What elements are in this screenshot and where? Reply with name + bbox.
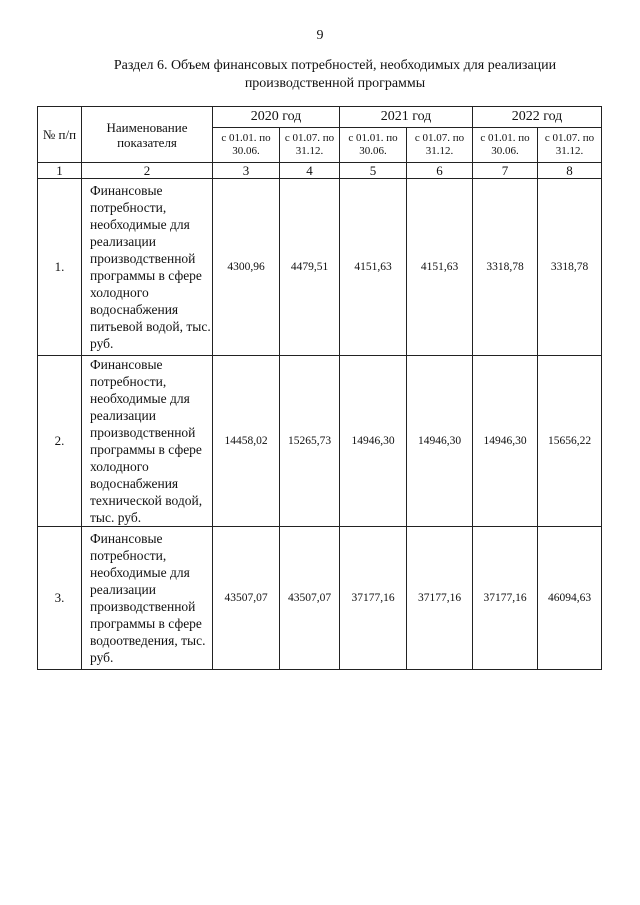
cell-value: 14946,30 xyxy=(340,356,407,527)
table-row xyxy=(38,179,602,356)
cell-value: 4151,63 xyxy=(340,179,407,356)
column-number: 3 xyxy=(213,163,280,179)
header-num: № п/п xyxy=(38,107,82,163)
column-number: 5 xyxy=(340,163,407,179)
row-index: 2. xyxy=(38,356,82,527)
column-number: 8 xyxy=(538,163,602,179)
row-name: Финансовые потребности, необходимые для реализации производственной программы в сфере холодного водоснабжения технической водой, тыс. руб. xyxy=(82,356,213,527)
cell-value: 14458,02 xyxy=(213,356,280,527)
header-period: с 01.01. по 30.06. xyxy=(213,128,280,163)
section-title: Раздел 6. Объем финансовых потребностей, необходимых для реализации производственной программы xyxy=(113,58,557,91)
cell-value: 4300,96 xyxy=(213,179,280,356)
header-name: Наименование показателя xyxy=(82,107,213,163)
row-name: Финансовые потребности, необходимые для реализации производственной программы в сфере холодного водоснабжения питьевой водой, тыс. руб. xyxy=(82,179,213,356)
header-year-2022: 2022 год xyxy=(473,107,602,128)
cell-value: 15656,22 xyxy=(538,356,602,527)
column-number: 6 xyxy=(407,163,473,179)
header-period: с 01.07. по 31.12. xyxy=(407,128,473,163)
header-period: с 01.01. по 30.06. xyxy=(473,128,538,163)
cell-value: 43507,07 xyxy=(213,527,280,670)
cell-value: 3318,78 xyxy=(538,179,602,356)
cell-value: 14946,30 xyxy=(407,356,473,527)
row-name: Финансовые потребности, необходимые для реализации производственной программы в сфере водоотведения, тыс. руб. xyxy=(82,527,213,670)
table-row xyxy=(38,356,602,527)
column-number: 4 xyxy=(280,163,340,179)
cell-value: 37177,16 xyxy=(473,527,538,670)
header-period: с 01.01. по 30.06. xyxy=(340,128,407,163)
header-year-2020: 2020 год xyxy=(213,107,340,128)
header-period: с 01.07. по 31.12. xyxy=(280,128,340,163)
table-row xyxy=(38,527,602,670)
cell-value: 46094,63 xyxy=(538,527,602,670)
cell-value: 37177,16 xyxy=(340,527,407,670)
cell-value: 3318,78 xyxy=(473,179,538,356)
row-index: 3. xyxy=(38,527,82,670)
row-index: 1. xyxy=(38,179,82,356)
cell-value: 4151,63 xyxy=(407,179,473,356)
column-number: 2 xyxy=(82,163,213,179)
header-year-2021: 2021 год xyxy=(340,107,473,128)
column-number: 7 xyxy=(473,163,538,179)
column-number: 1 xyxy=(38,163,82,179)
financial-needs-table xyxy=(37,106,602,670)
cell-value: 15265,73 xyxy=(280,356,340,527)
cell-value: 43507,07 xyxy=(280,527,340,670)
cell-value: 4479,51 xyxy=(280,179,340,356)
page-number: 9 xyxy=(316,28,324,43)
cell-value: 14946,30 xyxy=(473,356,538,527)
cell-value: 37177,16 xyxy=(407,527,473,670)
header-period: с 01.07. по 31.12. xyxy=(538,128,602,163)
